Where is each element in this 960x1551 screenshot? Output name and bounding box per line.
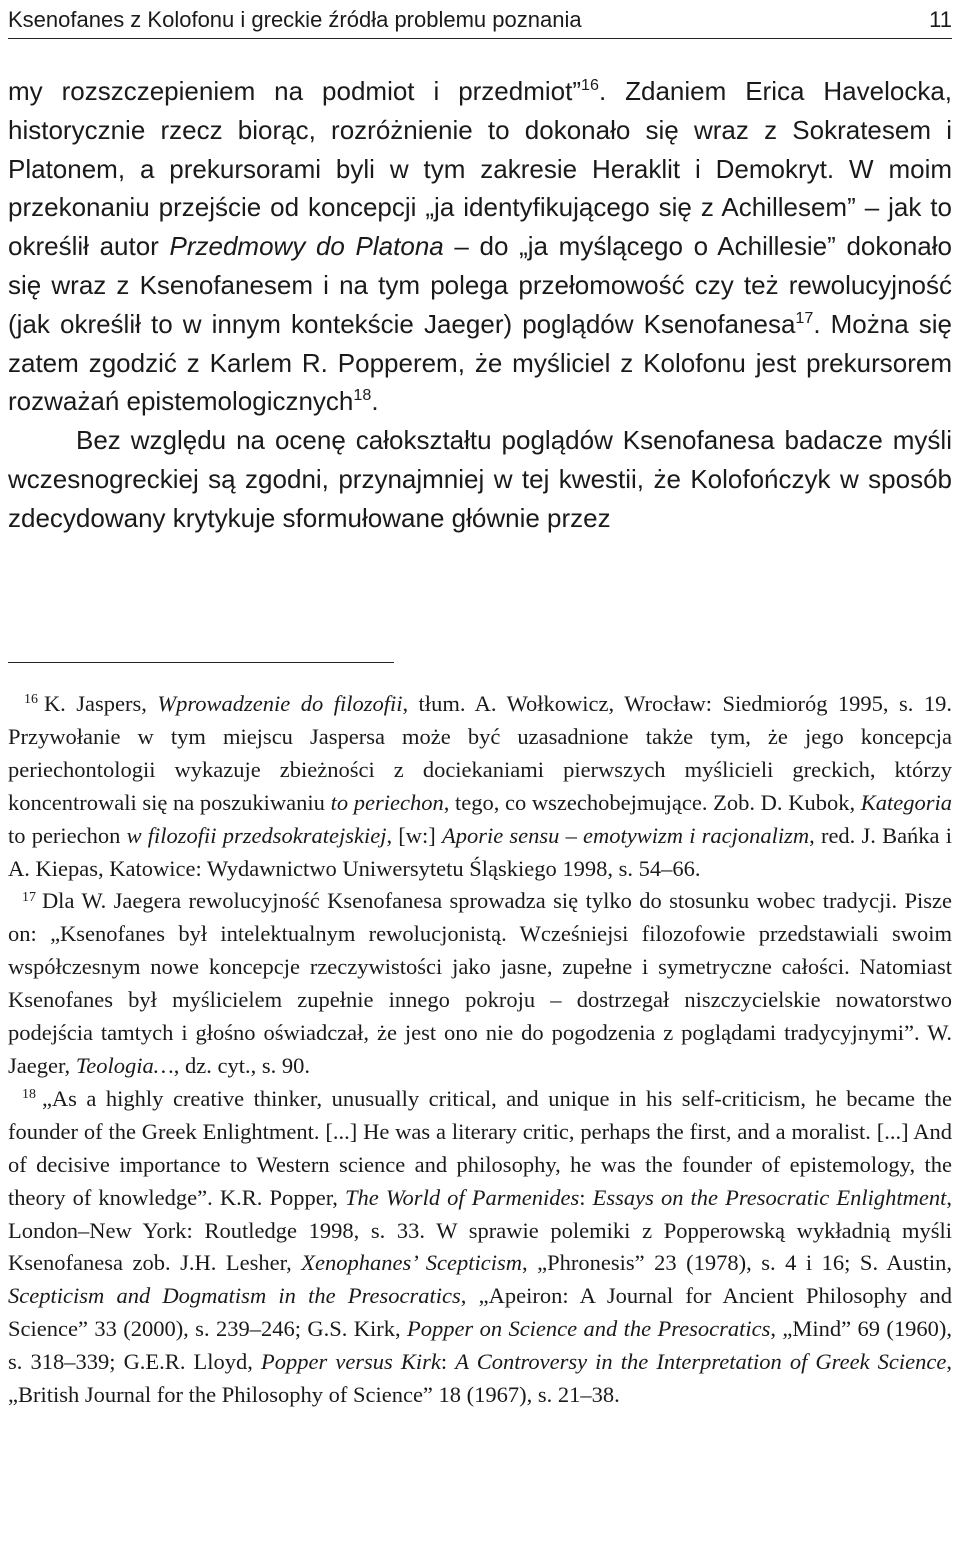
text-run: Dla W. Jaegera rewolucyjność Ksenofanesa sprowadza się tylko do stosunku wobec tradycji. Pisze on: „Ksenofanes był intelektualnym rewolucjonistą. Wcześniejsi filozofowie przedstawiali swoim współczesnym nowe koncepcje rzeczywistości jako jasne, zupełne i symetryczne całości. Natomiast Ksenofanes był myślicielem zupełnie innego pokroju – dostrzegał niszczycielskie nowatorstwo podejścia tamtych i głośno oświadczał, że jest ono nie do pogodzenia z poglądami tradycyjnymi”. W. Jaeger,	[8, 888, 952, 1078]
footnote-number: 18	[22, 1087, 36, 1103]
italic-title: Aporie sensu – emotywizm i racjonalizm	[441, 822, 810, 848]
italic-title: Teologia…	[75, 1052, 174, 1078]
footnote-16	[8, 688, 952, 885]
text-run: , „British Journal for the Philosophy of Science” 18 (1967), s. 21–38.	[8, 1349, 952, 1408]
footnote-number: 16	[24, 692, 38, 708]
italic-term: to periechon	[330, 789, 444, 815]
italic-title: A Controversy in the Interpretation of Greek Science	[455, 1349, 947, 1375]
italic-title: w filozofii przedsokratejskiej	[126, 822, 387, 848]
text-run: to periechon	[8, 822, 127, 848]
text-run: , „Phronesis” 23 (1978), s. 4 i 16; S. Austin,	[522, 1250, 952, 1276]
footnote-ref-16[interactable]: 16	[581, 76, 599, 95]
text-run: , dz. cyt., s. 90.	[173, 1052, 310, 1078]
footnote-17	[8, 885, 952, 1082]
text-run: , [w:]	[386, 822, 442, 848]
italic-title: The World of Parmenides	[345, 1184, 580, 1210]
text-run: . Zdaniem Erica Havelocka, historycznie rzecz biorąc, rozróżnienie to dokonało się wraz z Sokratesem i Platonem, a prekursorami byli w tym zakresie Heraklit i Demokryt. W moim przekonaniu przejście od koncepcji „ja identyfikującego się z Achillesem” – jak to określił autor	[8, 76, 952, 262]
paragraph-1	[8, 72, 952, 421]
text-run: , „Apeiron: A Journal for Ancient Philosophy and Science” 33 (2000), s. 239–246; G.S. Kirk,	[8, 1283, 952, 1342]
footnote-separator	[8, 662, 394, 663]
footnote-ref-18[interactable]: 18	[353, 386, 372, 405]
text-run: .	[371, 386, 379, 417]
paragraph-2: Bez względu na ocenę całokształtu poglądów Ksenofanesa badacze myśli wczesnogreckiej są zgodni, przynajmniej w tej kwestii, że Kolofończyk w sposób zdecydowany krytykuje sformułowane głównie przez	[8, 425, 952, 533]
footnotes	[8, 688, 952, 1412]
text-run: , London–New York: Routledge 1998, s. 33. W sprawie polemiki z Popperowską wykładnią myśli Ksenofanesa zob. J.H. Lesher,	[8, 1184, 952, 1276]
italic-title: Przedmowy do Platona	[169, 231, 444, 262]
footnote-ref-17[interactable]: 17	[795, 308, 814, 327]
text-run: „As a highly creative thinker, unusually critical, and unique in his self-criticism, he became the founder of the Greek Enlightment. [...] He was a literary critic, perhaps the first, and a moralist. [...] And of decisive importance to Western science and philosophy, he was the founder of epistemology, the theory of knowledge”. K.R. Popper,	[8, 1085, 952, 1210]
text-run: :	[440, 1349, 456, 1375]
text-run: , tłum. A. Wołkowicz, Wrocław: Siedmioróg 1995, s. 19. Przywołanie w tym miejscu Jaspersa może być uzasadnione także tym, że jego koncepcja periechontologii wykazuje zbieżności z dociekaniami pierwszych myślicieli greckich, którzy koncentrowali się na poszukiwaniu	[8, 691, 952, 815]
italic-title: Xenophanes’ Scepticism	[301, 1250, 522, 1276]
page-number: 11	[929, 7, 952, 32]
footnote-18	[8, 1083, 952, 1412]
footnote-number: 17	[22, 889, 36, 905]
text-run: , „Mind” 69 (1960), s. 318–339; G.E.R. Lloyd,	[8, 1316, 952, 1375]
italic-title: Kategoria	[860, 789, 953, 815]
running-header	[8, 0, 952, 39]
text-run: :	[579, 1184, 593, 1210]
italic-title: Essays on the Presocratic Enlightment	[592, 1184, 947, 1210]
italic-title: Popper versus Kirk	[261, 1349, 441, 1375]
text-run: my rozszczepieniem na podmiot i przedmiot”	[8, 76, 582, 106]
italic-title: Wprowadzenie do filozofii	[157, 691, 403, 716]
text-run: , tego, co wszechobejmujące. Zob. D. Kubok,	[443, 789, 861, 815]
text-run: K. Jaspers,	[43, 691, 158, 716]
main-text	[8, 72, 952, 538]
text-run: . Można się zatem zgodzić z Karlem R. Popperem, że myśliciel z Kolofonu jest prekursorem rozważań epistemologicznych	[8, 308, 952, 417]
text-run: – do „ja myślącego o Achillesie” dokonało się wraz z Ksenofanesem i na tym polega przełomowość czy też rewolucyjność (jak określił to w innym kontekście Jaeger) poglądów Ksenofanesa	[8, 231, 952, 339]
running-title: Ksenofanes z Kolofonu i greckie źródła problemu poznania	[8, 7, 582, 32]
text-run: , red. J. Bańka i A. Kiepas, Katowice: Wydawnictwo Uniwersytetu Śląskiego 1998, s. 54–66.	[8, 822, 952, 881]
italic-title: Scepticism and Dogmatism in the Presocratics	[8, 1283, 461, 1309]
italic-title: Popper on Science and the Presocratics	[406, 1316, 771, 1342]
